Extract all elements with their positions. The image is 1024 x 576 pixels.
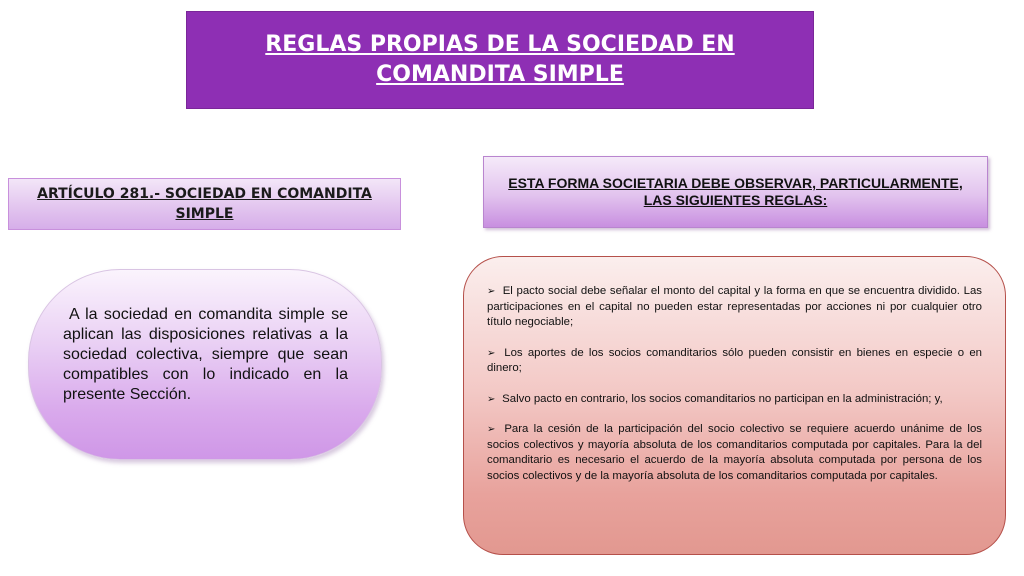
rule-text: Los aportes de los socios comanditarios sólo pueden consistir en bienes en especie o en dinero; [487, 346, 982, 374]
rule-text: Salvo pacto en contrario, los socios comanditarios no participan en la administración; y, [502, 392, 943, 405]
article-heading-box [8, 178, 401, 230]
rule-item [487, 422, 982, 484]
rules-heading-box [483, 156, 988, 228]
rule-item [487, 346, 982, 377]
arrow-bullet-icon: ➢ [487, 347, 496, 359]
rule-item [487, 284, 982, 331]
rule-text: Para la cesión de la participación del socio colectivo se requiere acuerdo unánime de los socios colectivos y mayoría absoluta de los comanditarios computada por capitales. Para la del comanditario es necesario el acuerdo de la mayoría absoluta computada por persona de los socios colectivos y de la mayoría absoluta de los comanditarios computada por capitales. [487, 423, 982, 482]
article-heading: ARTÍCULO 281.- SOCIEDAD EN COMANDITA SIMPLE [37, 186, 372, 222]
arrow-bullet-icon: ➢ [487, 424, 496, 435]
summary-oval [28, 269, 382, 460]
title-banner [186, 11, 814, 109]
arrow-bullet-icon: ➢ [487, 393, 496, 405]
rules-heading: ESTA FORMA SOCIETARIA DEBE OBSERVAR, PARTICULARMENTE, LAS SIGUIENTES REGLAS: [508, 175, 963, 208]
arrow-bullet-icon: ➢ [487, 286, 496, 297]
rule-text: El pacto social debe señalar el monto del capital y la forma en que se encuentra dividido. Las participaciones en el capital no pueden estar representadas por acciones ni por cualquier otro título negociable; [487, 285, 982, 328]
summary-text: A la sociedad en comandita simple se aplican las disposiciones relativas a la sociedad colectiva, siempre que sean compatibles con lo indicado en la presente Sección. [63, 306, 348, 403]
rules-list [487, 284, 982, 484]
rules-panel [463, 256, 1006, 555]
page-title: REGLAS PROPIAS DE LA SOCIEDAD EN COMANDITA SIMPLE [265, 32, 735, 87]
rule-item [487, 392, 982, 408]
